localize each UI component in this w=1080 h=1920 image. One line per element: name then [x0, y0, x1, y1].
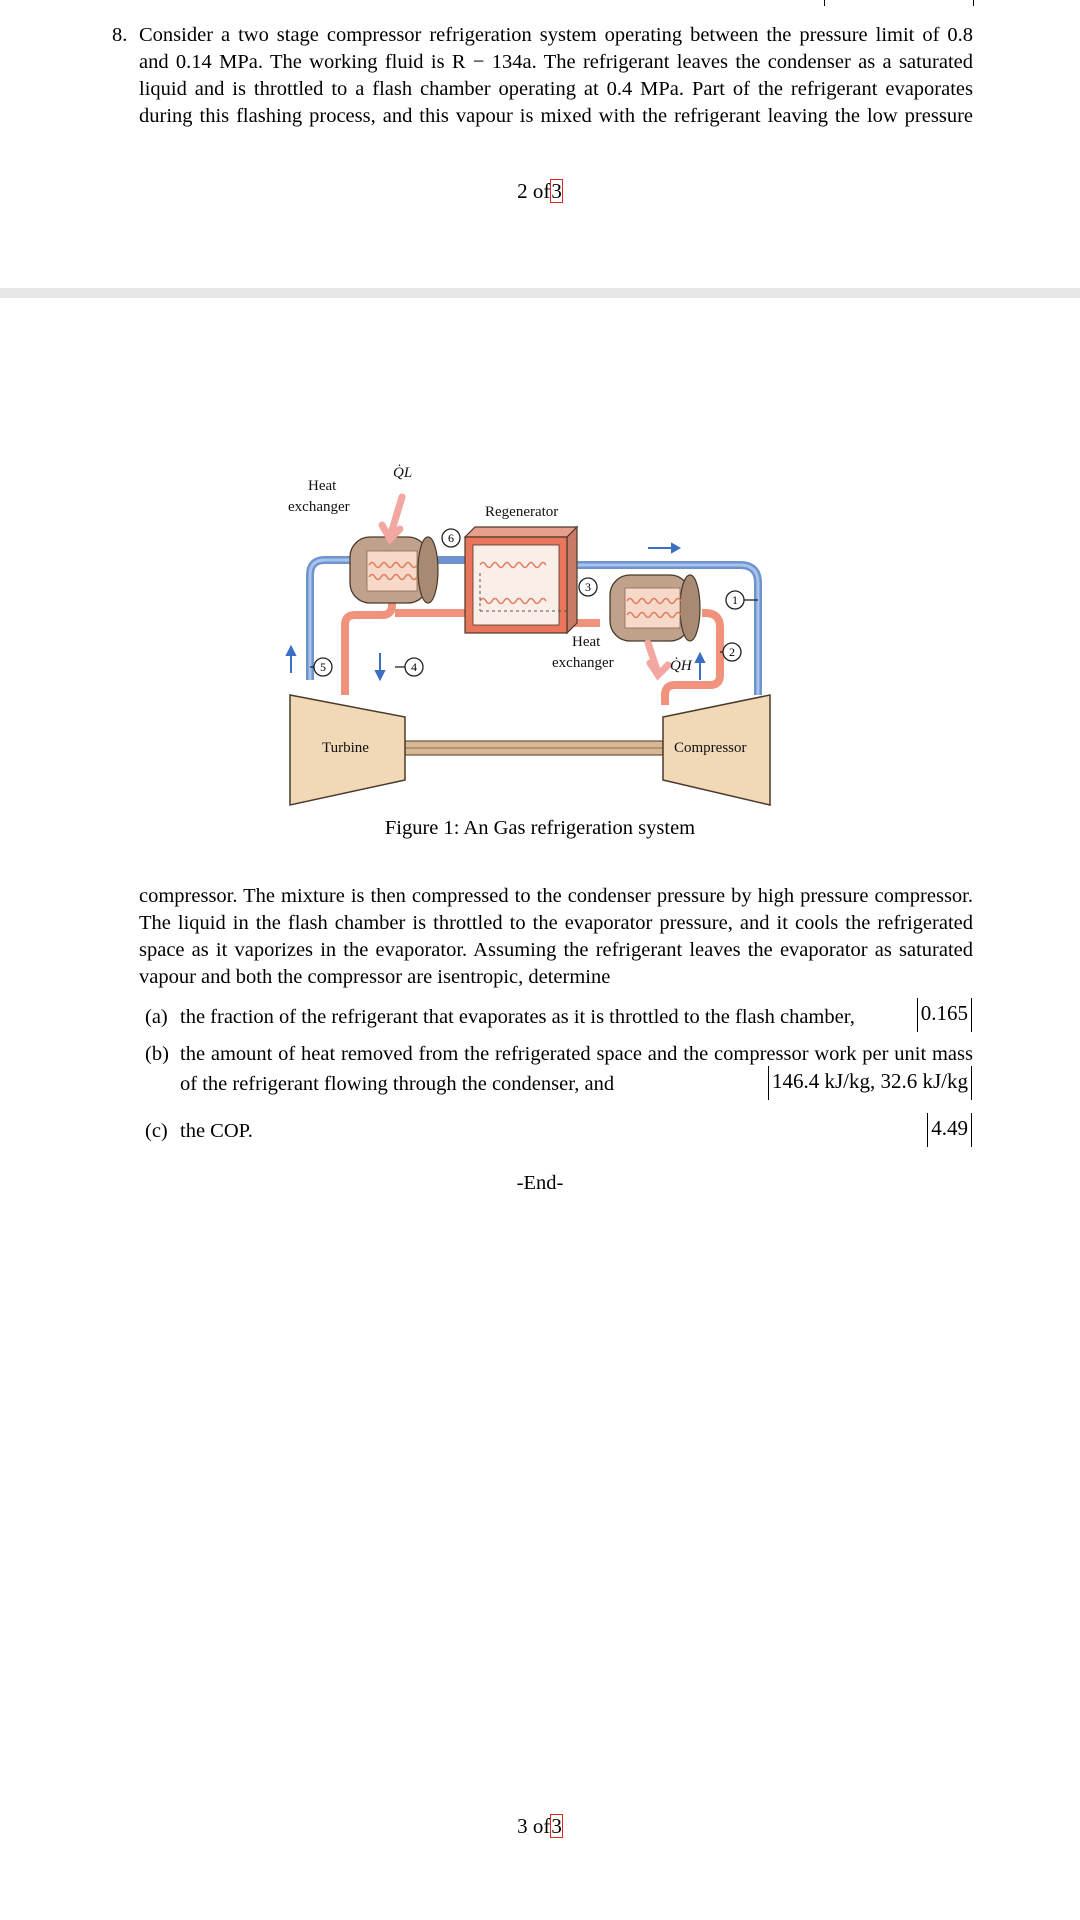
problem-line-3: liquid and is throttled to a flash chamber operating at 0.4 MPa. Part of the refrigerant evaporates — [139, 78, 973, 100]
heat-exchanger-left — [350, 537, 438, 603]
regenerator-label: Regenerator — [485, 504, 559, 520]
continuation-line-1: compressor. The mixture is then compressed to the condenser pressure by high pressure compressor. — [139, 885, 973, 907]
end-marker: -End- — [516, 1172, 564, 1194]
state-1-label: 1 — [732, 593, 738, 607]
part-b-label: (b) — [145, 1043, 169, 1065]
continuation-line-4: vapour and both the compressor are isentropic, determine — [139, 966, 611, 988]
part-b-text-2: of the refrigerant flowing through the condenser, and — [180, 1073, 615, 1095]
continuation-line-3: space as it vaporizes in the evaporator. Assuming the refrigerant leaves the evaporator as saturated — [139, 939, 973, 961]
page-total-link[interactable]: 3 — [551, 1814, 562, 1838]
page-number-prefix: 3 of — [517, 1814, 551, 1838]
problem-line-1: Consider a two stage compressor refrigeration system operating between the pressure limit of 0.8 — [139, 24, 973, 46]
part-a-text: the fraction of the refrigerant that evaporates as it is throttled to the flash chamber, — [180, 1006, 855, 1028]
continuation-line-2: The liquid in the flash chamber is throttled to the evaporator pressure, and it cools the refrigerated — [139, 912, 973, 934]
page-number-prefix: 2 of — [517, 179, 551, 203]
state-2-label: 2 — [729, 645, 735, 659]
state-3-label: 3 — [585, 580, 591, 594]
previous-answer-bracket — [824, 0, 974, 6]
state-4-label: 4 — [411, 660, 417, 674]
problem-number: 8. — [112, 24, 128, 46]
part-b-answer: 146.4 kJ/kg, 32.6 kJ/kg — [768, 1066, 972, 1100]
heat-exchanger-right-label-1: Heat — [572, 634, 601, 650]
regenerator — [465, 527, 577, 633]
state-5-label: 5 — [320, 660, 326, 674]
page-number-2 — [0, 179, 1080, 204]
page-number-3 — [0, 1814, 1080, 1839]
part-b-text-1: the amount of heat removed from the refrigerated space and the compressor work per unit mass — [180, 1043, 973, 1065]
problem-line-4: during this flashing process, and this vapour is mixed with the refrigerant leaving the low pressure — [139, 105, 973, 127]
q-h-arrow — [648, 643, 668, 675]
problem-line-2: and 0.14 MPa. The working fluid is R − 134a. The refrigerant leaves the condenser as a saturated — [139, 51, 973, 73]
compressor-label: Compressor — [674, 740, 747, 756]
figure-caption: Figure 1: An Gas refrigeration system — [384, 817, 696, 839]
part-a-label: (a) — [145, 1006, 168, 1028]
turbine-label: Turbine — [322, 740, 369, 756]
heat-exchanger-left-label-2: exchanger — [288, 499, 350, 515]
part-c-text: the COP. — [180, 1120, 253, 1142]
heat-exchanger-left-label-1: Heat — [308, 478, 337, 494]
q-h-label: Q̇H — [670, 658, 692, 674]
part-c-label: (c) — [145, 1120, 168, 1142]
heat-exchanger-right — [610, 575, 700, 641]
state-6-label: 6 — [448, 531, 454, 545]
page-separator — [0, 288, 1080, 298]
q-l-label: Q̇L — [393, 465, 413, 481]
part-a-answer: 0.165 — [917, 998, 972, 1032]
heat-exchanger-right-label-2: exchanger — [552, 655, 614, 671]
page-total-link[interactable]: 3 — [551, 179, 562, 203]
refrigeration-diagram — [280, 455, 780, 810]
part-c-answer: 4.49 — [927, 1113, 972, 1147]
q-l-arrow — [382, 497, 402, 539]
